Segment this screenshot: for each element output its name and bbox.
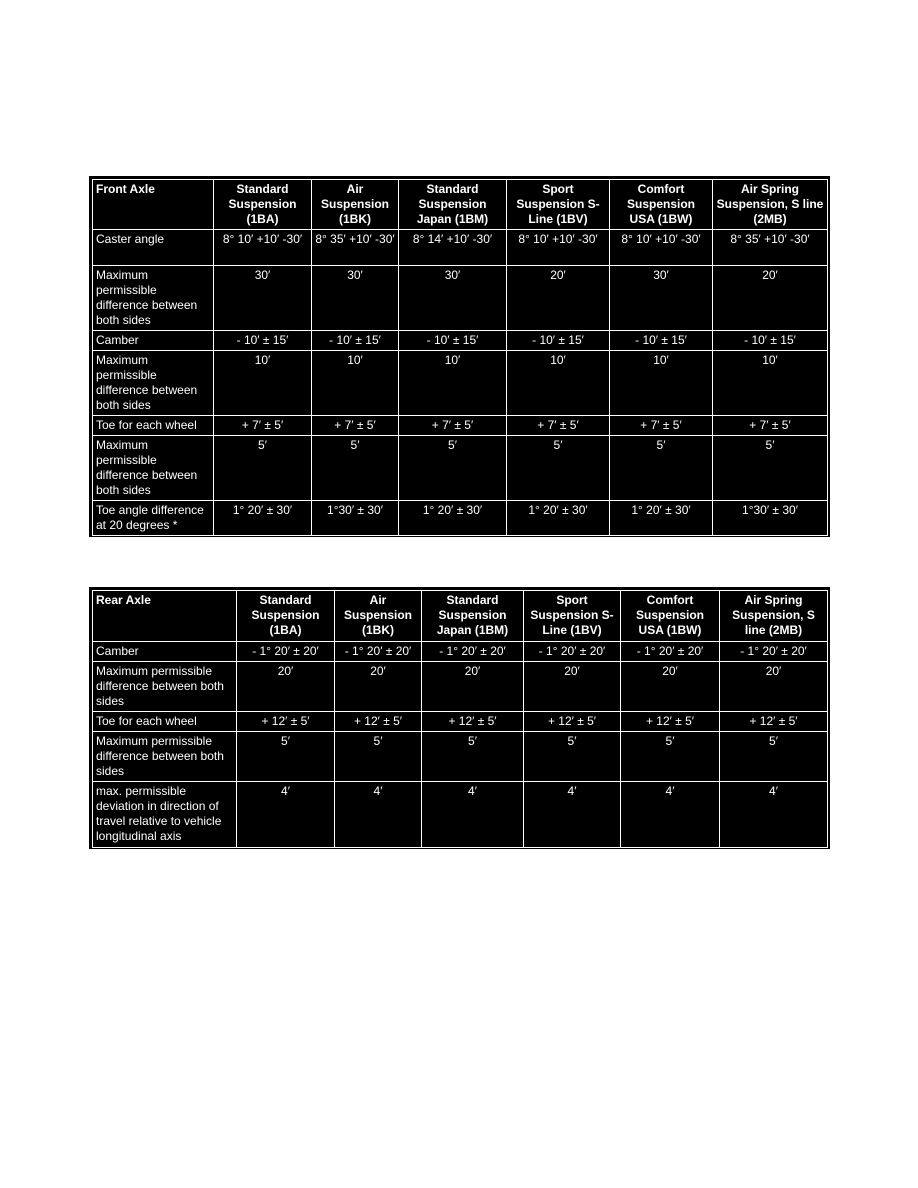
table-cell: 10′ (214, 351, 312, 416)
table-cell: + 7′ ± 5′ (610, 416, 713, 436)
column-header-1bv: Sport Suspension S-Line (1BV) (507, 180, 610, 230)
table-cell: 30′ (399, 266, 507, 331)
column-header-1ba: Standard Suspension (1BA) (237, 591, 335, 642)
row-label: Maximum permissible difference between both sides (93, 351, 214, 416)
front-axle-header: Front Axle (93, 180, 214, 230)
table-cell: - 1° 20′ ± 20′ (335, 642, 422, 662)
front-header-row (93, 180, 828, 230)
table-cell: 20′ (335, 662, 422, 712)
table-row (93, 662, 828, 712)
table-cell: 8° 10′ +10′ -30′ (214, 230, 312, 266)
table-cell: - 1° 20′ ± 20′ (237, 642, 335, 662)
table-cell: 30′ (610, 266, 713, 331)
table-cell: 5′ (524, 732, 621, 782)
table-cell: 10′ (610, 351, 713, 416)
table-cell: 10′ (399, 351, 507, 416)
column-header-1bk: Air Suspension (1BK) (335, 591, 422, 642)
row-label: Maximum permissible difference between both sides (93, 436, 214, 501)
row-label: Camber (93, 331, 214, 351)
table-cell: + 12′ ± 5′ (524, 712, 621, 732)
table-cell: 4′ (422, 782, 524, 848)
table-cell: 8° 35′ +10′ -30′ (713, 230, 828, 266)
table-cell: - 10′ ± 15′ (312, 331, 399, 351)
row-label: Maximum permissible difference between both sides (93, 732, 237, 782)
table-cell: 4′ (524, 782, 621, 848)
table-row (93, 782, 828, 848)
table-cell: - 10′ ± 15′ (610, 331, 713, 351)
table-cell: 1° 20′ ± 30′ (507, 501, 610, 536)
table-cell: 1°30′ ± 30′ (713, 501, 828, 536)
row-label: Toe for each wheel (93, 416, 214, 436)
table-cell: 5′ (610, 436, 713, 501)
table-cell: 4′ (335, 782, 422, 848)
table-cell: - 1° 20′ ± 20′ (422, 642, 524, 662)
table-cell: - 10′ ± 15′ (399, 331, 507, 351)
column-header-1bk: Air Suspension (1BK) (312, 180, 399, 230)
table-cell: 20′ (720, 662, 828, 712)
row-label: Toe angle difference at 20 degrees * (93, 501, 214, 536)
table-cell: 5′ (214, 436, 312, 501)
column-header-1bm: Standard Suspension Japan (1BM) (399, 180, 507, 230)
table-row (93, 642, 828, 662)
rear-axle-header: Rear Axle (93, 591, 237, 642)
column-header-1bv: Sport Suspension S-Line (1BV) (524, 591, 621, 642)
table-cell: 8° 10′ +10′ -30′ (610, 230, 713, 266)
table-cell: - 1° 20′ ± 20′ (524, 642, 621, 662)
row-label: max. permissible deviation in direction of travel relative to vehicle longitudinal axis (93, 782, 237, 848)
table-cell: 5′ (399, 436, 507, 501)
table-row (93, 351, 828, 416)
row-label: Maximum permissible difference between both sides (93, 266, 214, 331)
table-cell: 5′ (422, 732, 524, 782)
table-cell: 5′ (621, 732, 720, 782)
table-cell: 5′ (237, 732, 335, 782)
rear-axle-table (92, 590, 828, 848)
front-axle-table-panel (89, 176, 830, 537)
table-cell: 8° 10′ +10′ -30′ (507, 230, 610, 266)
table-cell: + 7′ ± 5′ (713, 416, 828, 436)
table-cell: - 10′ ± 15′ (507, 331, 610, 351)
column-header-1bw: Comfort Suspension USA (1BW) (610, 180, 713, 230)
rear-header-row (93, 591, 828, 642)
table-cell: 8° 35′ +10′ -30′ (312, 230, 399, 266)
table-row (93, 732, 828, 782)
table-cell: 1° 20′ ± 30′ (214, 501, 312, 536)
rear-axle-table-panel (89, 587, 830, 849)
table-cell: + 12′ ± 5′ (335, 712, 422, 732)
row-label: Camber (93, 642, 237, 662)
table-cell: + 7′ ± 5′ (214, 416, 312, 436)
table-cell: 20′ (713, 266, 828, 331)
table-row (93, 230, 828, 266)
table-row (93, 331, 828, 351)
row-label: Maximum permissible difference between both sides (93, 662, 237, 712)
table-cell: 4′ (720, 782, 828, 848)
table-cell: - 1° 20′ ± 20′ (621, 642, 720, 662)
table-cell: 20′ (507, 266, 610, 331)
table-cell: 5′ (507, 436, 610, 501)
table-cell: 10′ (312, 351, 399, 416)
table-row (93, 501, 828, 536)
table-cell: 20′ (237, 662, 335, 712)
column-header-1ba: Standard Suspension (1BA) (214, 180, 312, 230)
table-cell: + 12′ ± 5′ (720, 712, 828, 732)
table-cell: + 7′ ± 5′ (507, 416, 610, 436)
table-row (93, 436, 828, 501)
table-cell: 20′ (621, 662, 720, 712)
table-cell: 20′ (524, 662, 621, 712)
table-cell: - 1° 20′ ± 20′ (720, 642, 828, 662)
table-cell: 5′ (713, 436, 828, 501)
front-axle-table (92, 179, 828, 536)
table-cell: 4′ (621, 782, 720, 848)
row-label: Toe for each wheel (93, 712, 237, 732)
table-cell: 1°30′ ± 30′ (312, 501, 399, 536)
table-cell: + 12′ ± 5′ (621, 712, 720, 732)
column-header-1bw: Comfort Suspension USA (1BW) (621, 591, 720, 642)
table-cell: 20′ (422, 662, 524, 712)
column-header-2mb: Air Spring Suspension, S line (2MB) (720, 591, 828, 642)
table-cell: + 12′ ± 5′ (422, 712, 524, 732)
table-cell: + 12′ ± 5′ (237, 712, 335, 732)
table-cell: 5′ (335, 732, 422, 782)
table-row (93, 266, 828, 331)
table-row (93, 712, 828, 732)
table-cell: 30′ (312, 266, 399, 331)
column-header-1bm: Standard Suspension Japan (1BM) (422, 591, 524, 642)
table-cell: 5′ (312, 436, 399, 501)
table-cell: 1° 20′ ± 30′ (610, 501, 713, 536)
table-cell: 4′ (237, 782, 335, 848)
table-cell: - 10′ ± 15′ (713, 331, 828, 351)
table-cell: - 10′ ± 15′ (214, 331, 312, 351)
column-header-2mb: Air Spring Suspension, S line (2MB) (713, 180, 828, 230)
table-cell: 10′ (713, 351, 828, 416)
table-cell: + 7′ ± 5′ (312, 416, 399, 436)
table-cell: 10′ (507, 351, 610, 416)
table-cell: 1° 20′ ± 30′ (399, 501, 507, 536)
table-cell: 30′ (214, 266, 312, 331)
row-label: Caster angle (93, 230, 214, 266)
table-cell: + 7′ ± 5′ (399, 416, 507, 436)
table-row (93, 416, 828, 436)
table-cell: 5′ (720, 732, 828, 782)
table-cell: 8° 14′ +10′ -30′ (399, 230, 507, 266)
